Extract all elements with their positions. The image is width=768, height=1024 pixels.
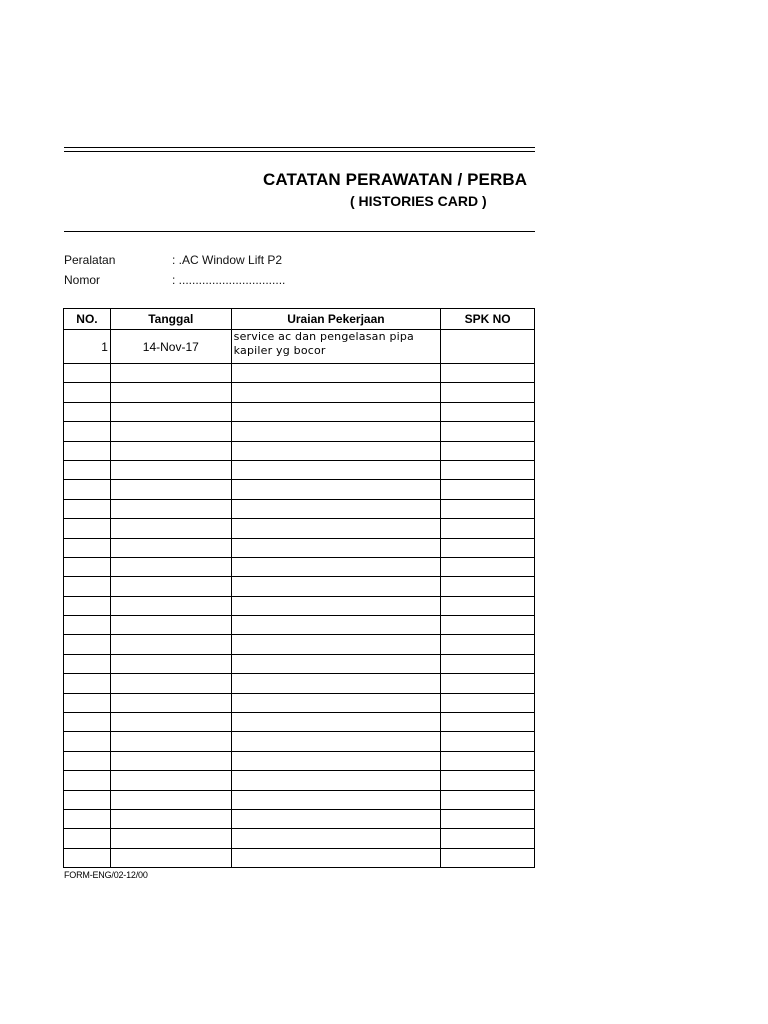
- cell-tanggal: [110, 402, 231, 421]
- cell-no: [64, 460, 111, 479]
- cell-tanggal: [110, 693, 231, 712]
- cell-uraian: [231, 499, 441, 518]
- nomor-value: : ................................: [172, 273, 286, 287]
- table-row: [64, 557, 535, 576]
- cell-uraian: [231, 422, 441, 441]
- cell-tanggal: [110, 577, 231, 596]
- cell-uraian: [231, 771, 441, 790]
- form-code: FORM-ENG/02-12/00: [64, 870, 148, 880]
- table-row: [64, 848, 535, 867]
- cell-uraian: [231, 751, 441, 770]
- cell-no: [64, 654, 111, 673]
- cell-tanggal: [110, 364, 231, 383]
- column-header-tanggal: Tanggal: [110, 309, 231, 330]
- cell-tanggal: [110, 674, 231, 693]
- table-row: [64, 732, 535, 751]
- cell-no: [64, 577, 111, 596]
- cell-uraian: [231, 809, 441, 828]
- cell-uraian: [231, 693, 441, 712]
- cell-uraian: [231, 557, 441, 576]
- column-header-uraian: Uraian Pekerjaan: [231, 309, 441, 330]
- cell-tanggal: [110, 616, 231, 635]
- cell-tanggal: [110, 751, 231, 770]
- peralatan-label: Peralatan: [64, 253, 116, 267]
- document-title: CATATAN PERAWATAN / PERBA: [263, 170, 528, 189]
- table-row: [64, 499, 535, 518]
- cell-uraian: [231, 635, 441, 654]
- cell-uraian: [231, 441, 441, 460]
- cell-spk-no: [441, 577, 535, 596]
- cell-spk-no: [441, 732, 535, 751]
- table-row: [64, 460, 535, 479]
- cell-spk-no: [441, 499, 535, 518]
- cell-uraian: [231, 364, 441, 383]
- table-row: [64, 829, 535, 848]
- cell-tanggal: [110, 732, 231, 751]
- cell-tanggal: [110, 829, 231, 848]
- cell-uraian: [231, 829, 441, 848]
- cell-spk-no: [441, 654, 535, 673]
- cell-no: [64, 596, 111, 615]
- uraian-line-1: service ac dan pengelasan pipa: [233, 330, 415, 343]
- table-row: [64, 771, 535, 790]
- cell-no: [64, 848, 111, 867]
- cell-tanggal: [110, 460, 231, 479]
- cell-no: [64, 809, 111, 828]
- cell-tanggal: [110, 654, 231, 673]
- cell-tanggal: [110, 713, 231, 732]
- cell-spk-no: [441, 480, 535, 499]
- cell-spk-no: [441, 829, 535, 848]
- cell-tanggal: [110, 499, 231, 518]
- cell-no: [64, 829, 111, 848]
- table-row: [64, 383, 535, 402]
- cell-spk-no: [441, 519, 535, 538]
- table-row: [64, 713, 535, 732]
- cell-no: [64, 713, 111, 732]
- table-row: [64, 616, 535, 635]
- cell-no: [64, 499, 111, 518]
- cell-spk-no: [441, 538, 535, 557]
- nomor-label: Nomor: [64, 273, 101, 287]
- cell-tanggal: [110, 596, 231, 615]
- cell-uraian: [231, 519, 441, 538]
- cell-no: [64, 441, 111, 460]
- table-row: [64, 809, 535, 828]
- cell-no: [64, 790, 111, 809]
- cell-tanggal: [110, 848, 231, 867]
- cell-no: [64, 364, 111, 383]
- cell-spk-no: [441, 383, 535, 402]
- document-subtitle: ( HISTORIES CARD ): [350, 193, 487, 209]
- cell-no: [64, 635, 111, 654]
- cell-tanggal: [110, 383, 231, 402]
- table-row: [64, 596, 535, 615]
- cell-spk-no: [441, 790, 535, 809]
- table-row: [64, 751, 535, 770]
- cell-uraian: [231, 616, 441, 635]
- cell-spk-no: [441, 848, 535, 867]
- cell-no: [64, 616, 111, 635]
- table-row: [64, 441, 535, 460]
- cell-uraian: [231, 654, 441, 673]
- cell-no: [64, 771, 111, 790]
- cell-no: [64, 422, 111, 441]
- cell-uraian: [231, 577, 441, 596]
- table-row: [64, 654, 535, 673]
- table-row: [64, 364, 535, 383]
- cell-uraian: [231, 596, 441, 615]
- cell-no: [64, 383, 111, 402]
- cell-tanggal: [110, 441, 231, 460]
- cell-spk-no: [441, 809, 535, 828]
- top-double-rule-2: [64, 151, 535, 152]
- cell-uraian: [231, 330, 441, 364]
- cell-spk-no: [441, 751, 535, 770]
- table-row: [64, 577, 535, 596]
- cell-uraian: [231, 480, 441, 499]
- cell-uraian: [231, 538, 441, 557]
- cell-no: [64, 557, 111, 576]
- cell-no: [64, 402, 111, 421]
- cell-spk-no: [441, 616, 535, 635]
- cell-spk-no: [441, 330, 535, 364]
- cell-uraian: [231, 402, 441, 421]
- cell-no: [64, 751, 111, 770]
- cell-spk-no: [441, 693, 535, 712]
- cell-uraian: [231, 790, 441, 809]
- table-row: [64, 330, 535, 364]
- cell-tanggal: [110, 809, 231, 828]
- cell-no: [64, 519, 111, 538]
- table-row: [64, 790, 535, 809]
- table-row: [64, 635, 535, 654]
- cell-no: [64, 480, 111, 499]
- peralatan-value: : .AC Window Lift P2: [172, 253, 283, 267]
- cell-uraian: [231, 732, 441, 751]
- cell-spk-no: [441, 557, 535, 576]
- cell-tanggal: [110, 480, 231, 499]
- cell-tanggal: [110, 557, 231, 576]
- cell-uraian: [231, 713, 441, 732]
- cell-no: [64, 693, 111, 712]
- cell-spk-no: [441, 771, 535, 790]
- table-row: [64, 480, 535, 499]
- cell-tanggal: [110, 771, 231, 790]
- cell-spk-no: [441, 713, 535, 732]
- cell-spk-no: [441, 402, 535, 421]
- cell-spk-no: [441, 422, 535, 441]
- cell-tanggal: 14-Nov-17: [110, 330, 231, 364]
- table-row: [64, 402, 535, 421]
- cell-uraian: [231, 460, 441, 479]
- cell-uraian: [231, 674, 441, 693]
- cell-spk-no: [441, 635, 535, 654]
- cell-uraian: [231, 848, 441, 867]
- table-row: [64, 422, 535, 441]
- cell-no: 1: [64, 330, 111, 364]
- histories-table: [63, 308, 535, 868]
- cell-tanggal: [110, 790, 231, 809]
- cell-spk-no: [441, 441, 535, 460]
- cell-tanggal: [110, 422, 231, 441]
- table-row: [64, 538, 535, 557]
- cell-spk-no: [441, 364, 535, 383]
- table-row: [64, 519, 535, 538]
- header-divider: [64, 231, 535, 232]
- cell-tanggal: [110, 519, 231, 538]
- cell-no: [64, 538, 111, 557]
- cell-spk-no: [441, 596, 535, 615]
- cell-spk-no: [441, 460, 535, 479]
- column-header-no: NO.: [64, 309, 111, 330]
- top-double-rule-1: [64, 147, 535, 148]
- cell-spk-no: [441, 674, 535, 693]
- cell-tanggal: [110, 635, 231, 654]
- cell-no: [64, 674, 111, 693]
- cell-no: [64, 732, 111, 751]
- table-header-row: [64, 309, 535, 330]
- cell-tanggal: [110, 538, 231, 557]
- uraian-line-2: kapiler yg bocor: [233, 344, 326, 357]
- table-row: [64, 674, 535, 693]
- table-row: [64, 693, 535, 712]
- column-header-spk-no: SPK NO: [441, 309, 535, 330]
- cell-uraian: [231, 383, 441, 402]
